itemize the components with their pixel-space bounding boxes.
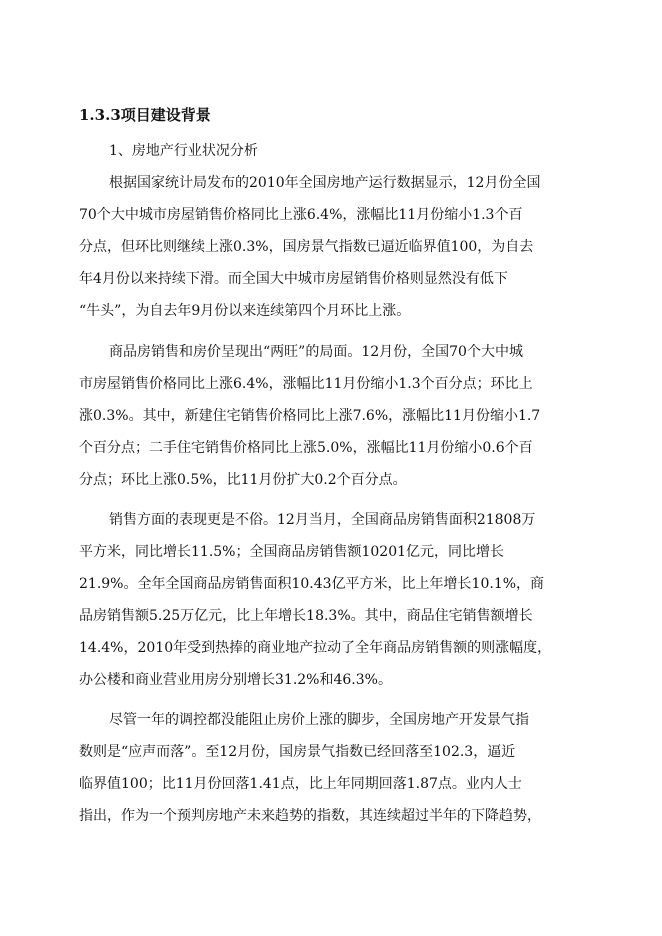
paragraph-1-line-3: 分点，但环比则继续上涨0.3%，国房景气指数已逼近临界值100，为自去 [79, 239, 534, 255]
paragraph-2-line-2: 市房屋销售价格同比上涨6.4%，涨幅比11月份缩小1.3个百分点；环比上 [79, 376, 533, 392]
paragraph-3-line-3: 21.9%。全年全国商品房销售面积10.43亿平方米，比上年增长10.1%，商 [79, 576, 545, 592]
paragraph-4-line-4: 指出，作为一个预判房地产未来趋势的指数，其连续超过半年的下降趋势， [79, 808, 541, 824]
paragraph-2-line-3: 涨0.3%。其中，新建住宅销售价格同比上涨7.6%，涨幅比11月份缩小1.7 [79, 408, 541, 424]
paragraph-2-line-4: 个百分点；二手住宅销售价格同比上涨5.0%，涨幅比11月份缩小0.6个百 [79, 440, 533, 456]
paragraph-4-line-2: 数则是“应声而落”。至12月份，国房景气指数已经回落至102.3，逼近 [79, 744, 516, 760]
paragraph-3-line-2: 平方米，同比增长11.5%；全国商品房销售额10201亿元，同比增长 [79, 544, 505, 560]
paragraph-3-line-6: 办公楼和商业营业用房分别增长31.2%和46.3%。 [79, 672, 392, 688]
paragraph-1-line-5: “牛头”，为自去年9月份以来连续第四个月环比上涨。 [79, 303, 411, 319]
paragraph-1-line-2: 70个大中城市房屋销售价格同比上涨6.4%，涨幅比11月份缩小1.3个百 [79, 207, 523, 223]
section-heading: 1.3.3项目建设背景 [79, 106, 211, 124]
paragraph-4-line-3: 临界值100；比11月份回落1.41点，比上年同期回落1.87点。业内人士 [79, 776, 522, 792]
paragraph-3-line-1: 销售方面的表现更是不俗。12月当月，全国商品房销售面积21808万 [109, 512, 536, 528]
paragraph-1-line-4: 年4月份以来持续下滑。而全国大中城市房屋销售价格则显然没有低下 [79, 271, 508, 287]
paragraph-1-line-1: 根据国家统计局发布的2010年全国房地产运行数据显示，12月份全国 [109, 175, 541, 191]
paragraph-2-line-5: 分点；环比上涨0.5%，比11月份扩大0.2个百分点。 [79, 472, 407, 488]
paragraph-2-line-1: 商品房销售和房价呈现出“两旺”的局面。12月份，全国70个大中城 [109, 344, 523, 360]
paragraph-4-line-1: 尽管一年的调控都没能阻止房价上涨的脚步，全国房地产开发景气指 [109, 712, 529, 728]
subsection-heading: 1、房地产行业状况分析 [109, 143, 258, 159]
paragraph-3-line-5: 14.4%，2010年受到热捧的商业地产拉动了全年商品房销售额的则涨幅度， [79, 640, 552, 656]
paragraph-3-line-4: 品房销售额5.25万亿元，比上年增长18.3%。其中，商品住宅销售额增长 [79, 608, 533, 624]
